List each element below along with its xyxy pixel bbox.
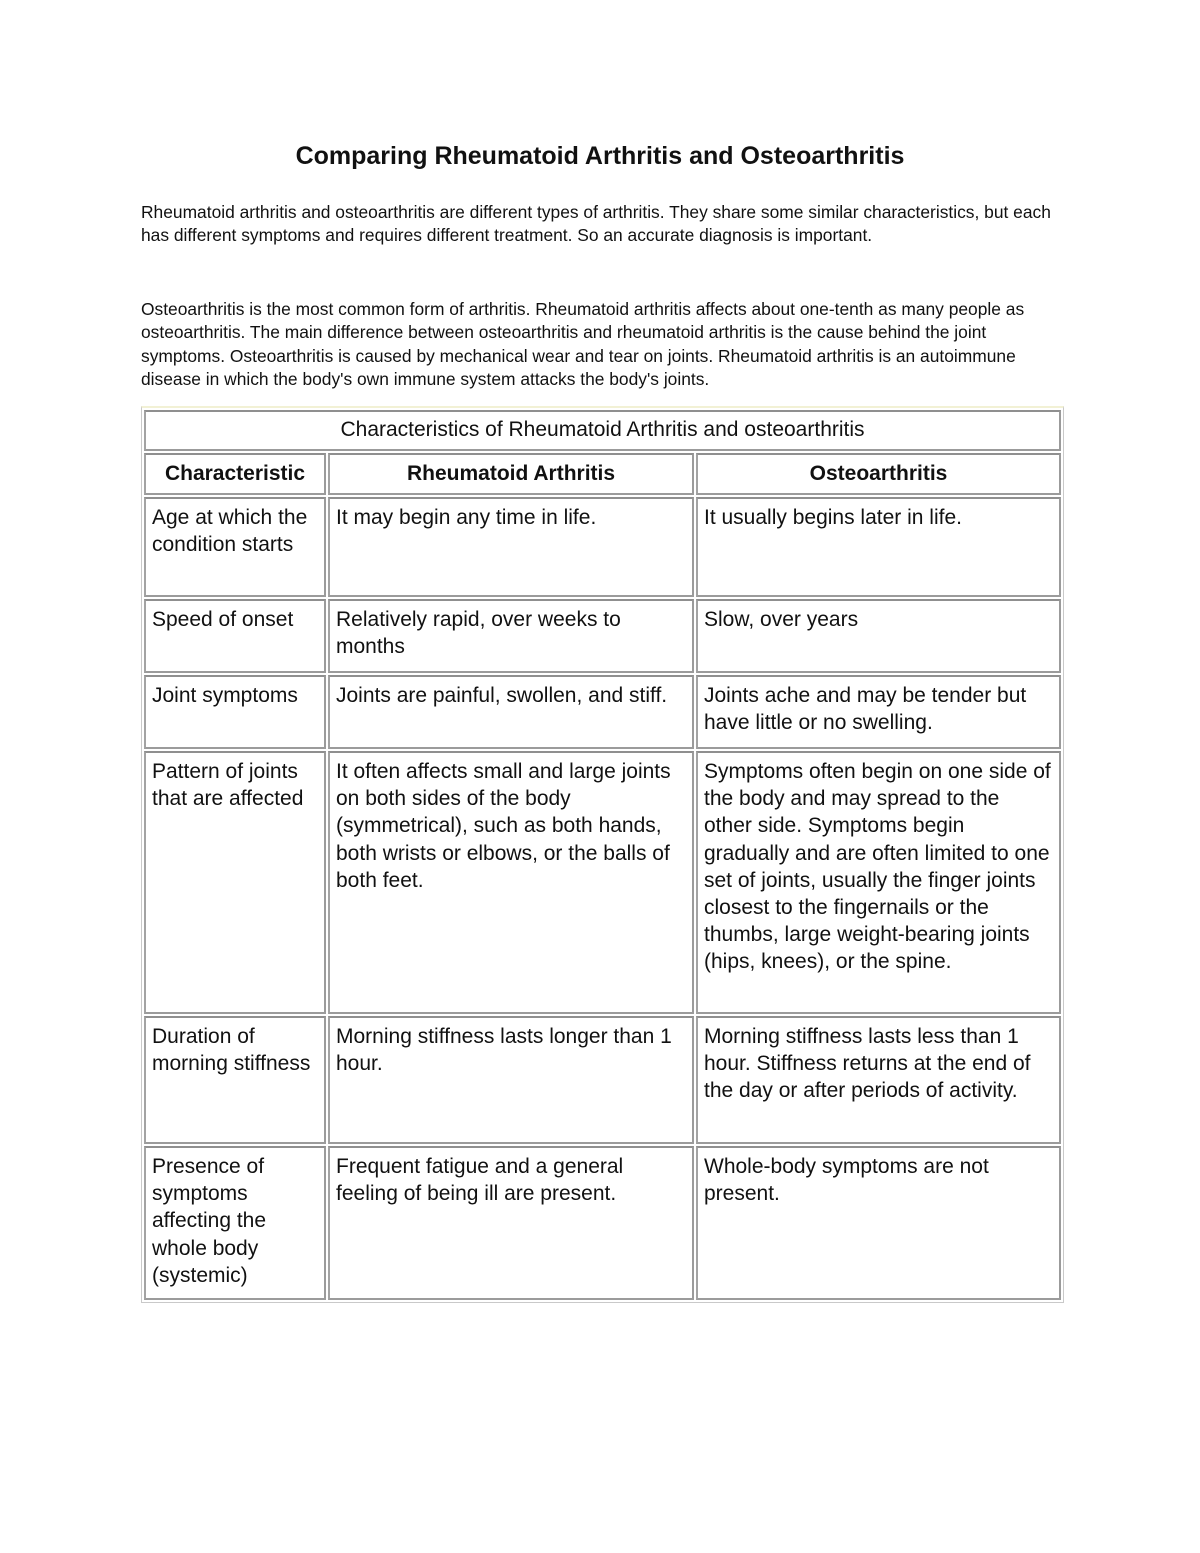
characteristic-cell: Duration of morning stiffness — [144, 1016, 326, 1144]
column-header-rheumatoid-arthritis: Rheumatoid Arthritis — [328, 453, 694, 495]
rheumatoid-cell: Joints are painful, swollen, and stiff. — [328, 675, 694, 749]
table-row — [144, 1146, 1061, 1300]
osteoarthritis-cell: Symptoms often begin on one side of the body and may spread to the other side. Symptoms begin gradually and are often limited to one set of joints, usually the finger joints closest to the fingernails or the thumbs, large weight-bearing joints (hips, knees), or the spine. — [696, 751, 1061, 1014]
difference-paragraph: Osteoarthritis is the most common form of arthritis. Rheumatoid arthritis affects about one-tenth as many people as osteoarthritis. The main difference between osteoarthritis and rheumatoid arthritis is the cause behind the joint symptoms. Osteoarthritis is caused by mechanical wear and tear on joints. Rheumatoid arthritis is an autoimmune disease in which the body's own immune system attacks the body's joints. — [141, 299, 1025, 390]
osteoarthritis-cell: It usually begins later in life. — [696, 497, 1061, 597]
characteristic-cell: Pattern of joints that are affected — [144, 751, 326, 1014]
comparison-table — [141, 406, 1064, 1303]
osteoarthritis-cell: Slow, over years — [696, 599, 1061, 673]
table-row — [144, 751, 1061, 1014]
table-row — [144, 675, 1061, 749]
column-header-osteoarthritis: Osteoarthritis — [696, 453, 1061, 495]
intro-paragraph: Rheumatoid arthritis and osteoarthritis are different types of arthritis. They share some similar characteristics, but each has different symptoms and requires different treatment. So an accurate diagnosis is important. — [141, 202, 1051, 246]
osteoarthritis-cell: Whole-body symptoms are not present. — [696, 1146, 1061, 1300]
table-caption: Characteristics of Rheumatoid Arthritis and osteoarthritis — [144, 410, 1061, 451]
table-caption-row — [144, 410, 1061, 451]
page-title: Comparing Rheumatoid Arthritis and Osteoarthritis — [295, 142, 905, 170]
rheumatoid-cell: Relatively rapid, over weeks to months — [328, 599, 694, 673]
characteristic-cell: Presence of symptoms affecting the whole body (systemic) — [144, 1146, 326, 1300]
rheumatoid-cell: It may begin any time in life. — [328, 497, 694, 597]
rheumatoid-cell: Frequent fatigue and a general feeling of being ill are present. — [328, 1146, 694, 1300]
characteristic-cell: Age at which the condition starts — [144, 497, 326, 597]
rheumatoid-cell: It often affects small and large joints on both sides of the body (symmetrical), such as both hands, both wrists or elbows, or the balls of both feet. — [328, 751, 694, 1014]
table-header-row — [144, 453, 1061, 495]
table-row — [144, 497, 1061, 597]
osteoarthritis-cell: Morning stiffness lasts less than 1 hour. Stiffness returns at the end of the day or after periods of activity. — [696, 1016, 1061, 1144]
characteristic-cell: Speed of onset — [144, 599, 326, 673]
osteoarthritis-cell: Joints ache and may be tender but have little or no swelling. — [696, 675, 1061, 749]
table-row — [144, 1016, 1061, 1144]
table-row — [144, 599, 1061, 673]
rheumatoid-cell: Morning stiffness lasts longer than 1 hour. — [328, 1016, 694, 1144]
column-header-characteristic: Characteristic — [144, 453, 326, 495]
characteristic-cell: Joint symptoms — [144, 675, 326, 749]
